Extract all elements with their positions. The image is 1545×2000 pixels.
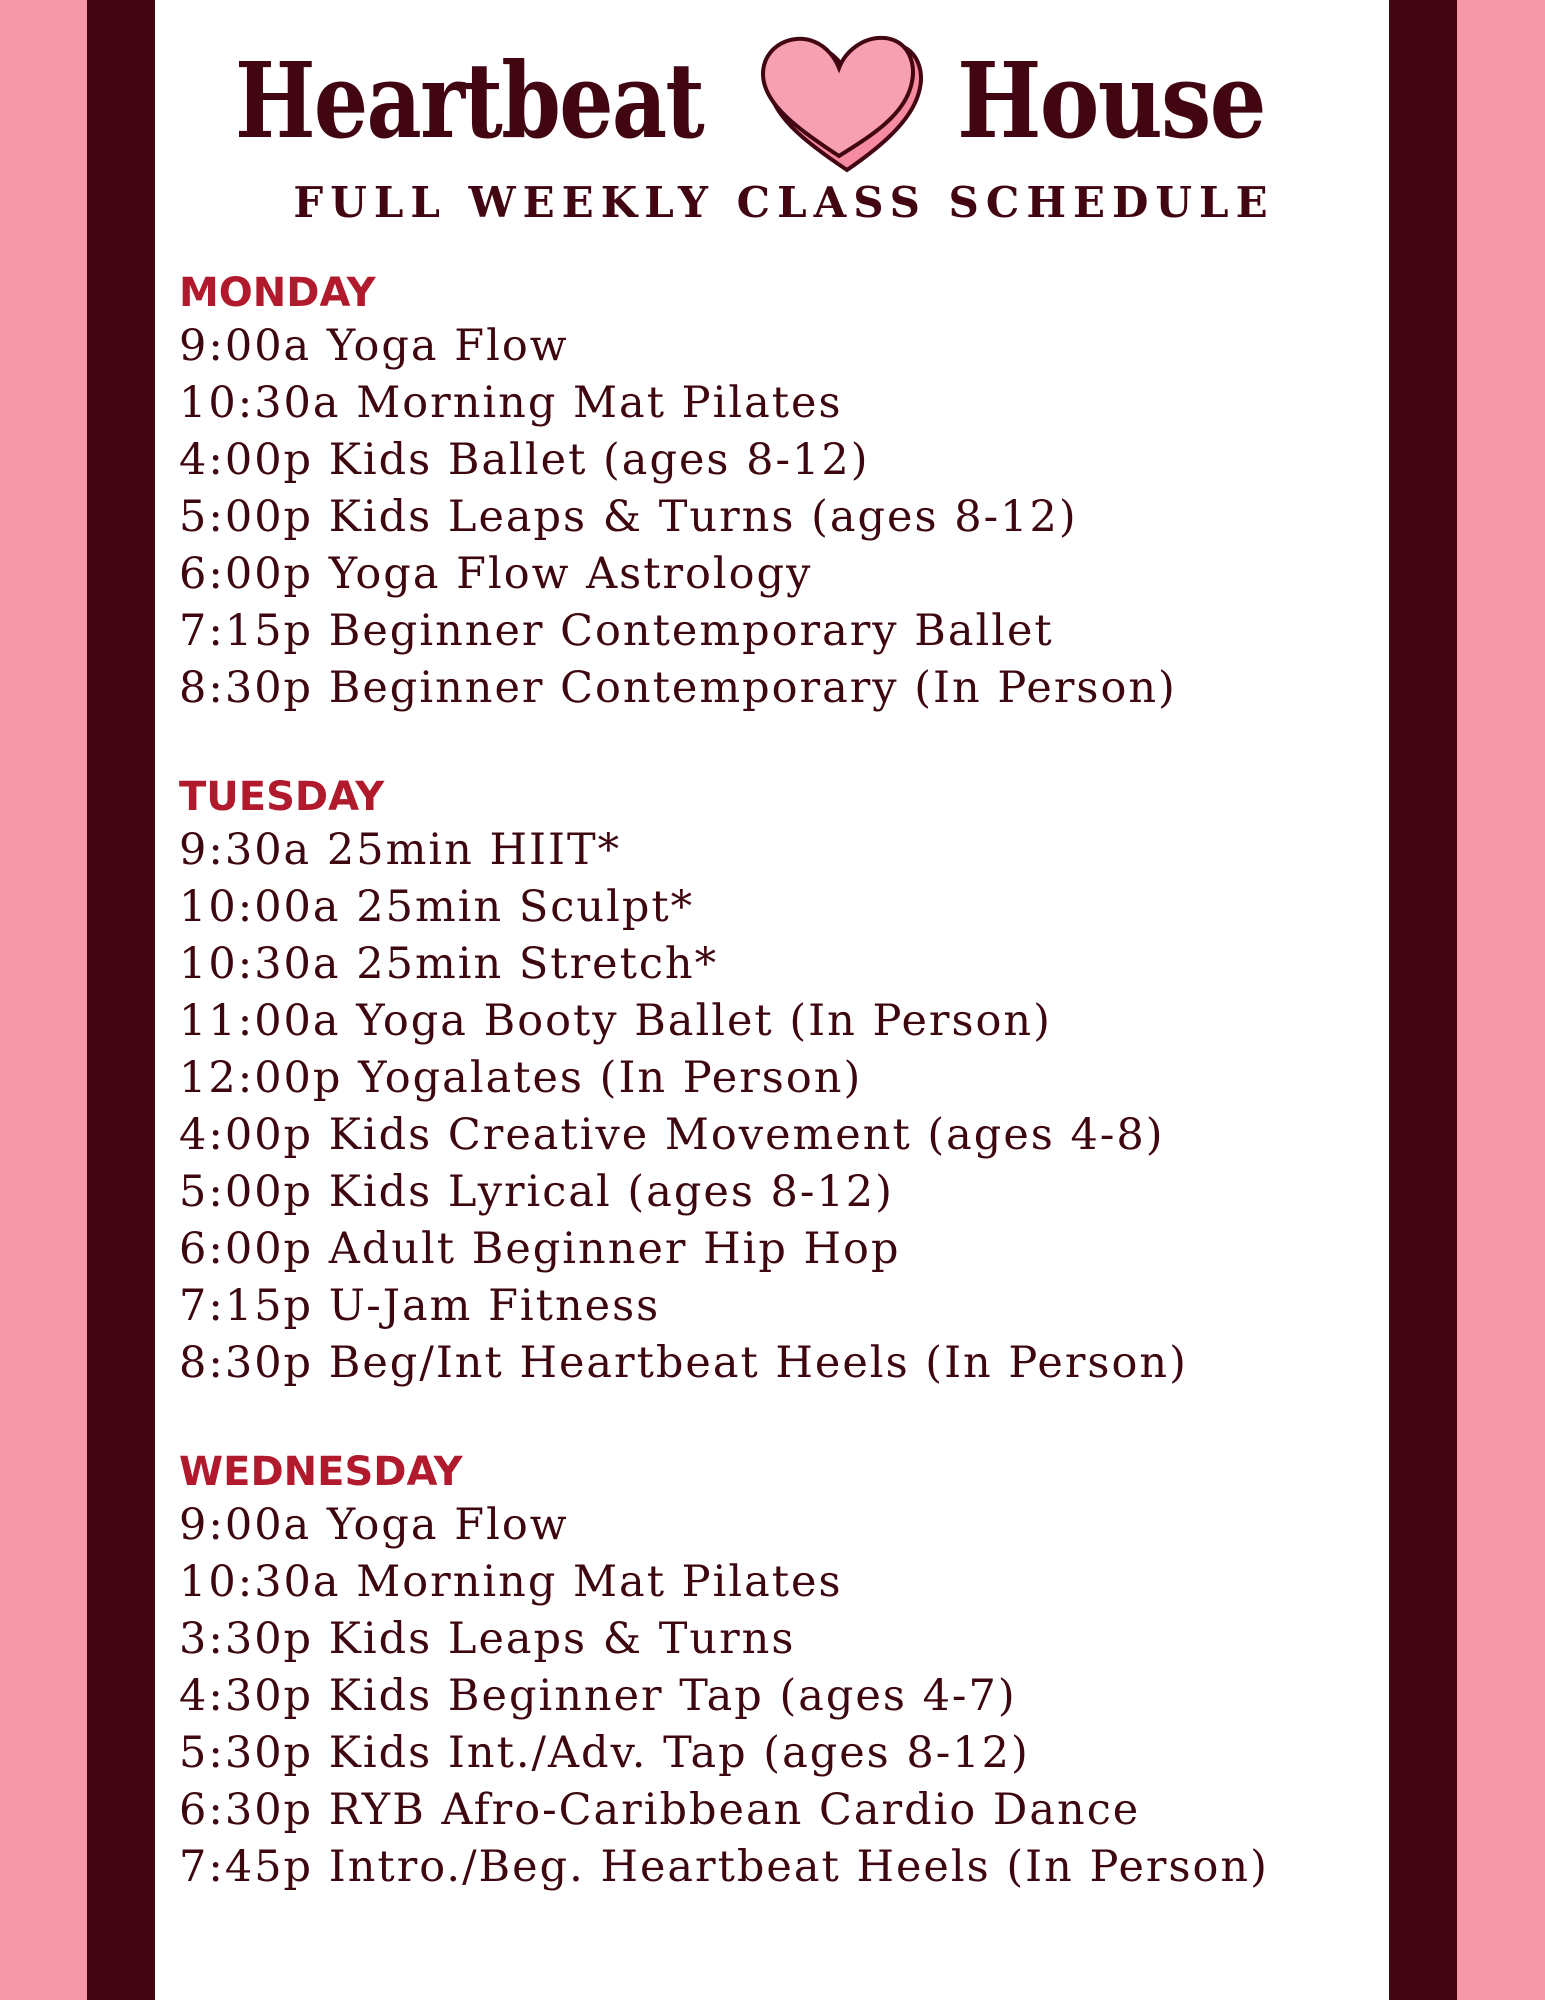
heart-icon [755, 30, 925, 180]
day-heading: WEDNESDAY [179, 1449, 463, 1495]
class-item: 5:00p Kids Leaps & Turns (ages 8-12) [179, 492, 1078, 542]
class-item: 12:00p Yogalates (In Person) [179, 1053, 863, 1103]
class-item: 7:15p Beginner Contemporary Ballet [179, 606, 1054, 656]
class-list [179, 822, 1379, 1392]
logo-word-left: Heartbeat [235, 39, 704, 162]
class-item: 10:30a 25min Stretch* [179, 939, 719, 989]
class-item: 4:00p Kids Ballet (ages 8-12) [179, 435, 870, 485]
day-tuesday [179, 772, 1379, 1392]
class-item: 6:00p Adult Beginner Hip Hop [179, 1224, 901, 1274]
brand-logo [155, 28, 1389, 178]
class-item: 6:30p RYB Afro-Caribbean Cardio Dance [179, 1785, 1141, 1835]
day-wednesday [179, 1447, 1379, 1896]
day-heading: TUESDAY [179, 774, 385, 820]
class-item: 6:00p Yoga Flow Astrology [179, 549, 813, 599]
class-item: 5:00p Kids Lyrical (ages 8-12) [179, 1167, 894, 1217]
schedule-page [155, 0, 1389, 2000]
class-item: 8:30p Beginner Contemporary (In Person) [179, 663, 1177, 713]
class-item: 7:45p Intro./Beg. Heartbeat Heels (In Person) [179, 1842, 1269, 1892]
schedule-list [179, 268, 1379, 1951]
day-monday [179, 268, 1379, 717]
class-item: 4:30p Kids Beginner Tap (ages 4-7) [179, 1671, 1017, 1721]
class-item: 4:00p Kids Creative Movement (ages 4-8) [179, 1110, 1165, 1160]
class-item: 5:30p Kids Int./Adv. Tap (ages 8-12) [179, 1728, 1030, 1778]
class-item: 9:30a 25min HIIT* [179, 825, 622, 875]
class-item: 10:00a 25min Sculpt* [179, 882, 695, 932]
logo-word-right: House [957, 39, 1265, 162]
page-subtitle: FULL WEEKLY CLASS SCHEDULE [293, 178, 1275, 227]
class-item: 11:00a Yoga Booty Ballet (In Person) [179, 996, 1052, 1046]
class-list [179, 1497, 1379, 1896]
class-item: 9:00a Yoga Flow [179, 1500, 569, 1550]
class-item: 10:30a Morning Mat Pilates [179, 378, 843, 428]
class-item: 9:00a Yoga Flow [179, 321, 569, 371]
class-item: 8:30p Beg/Int Heartbeat Heels (In Person) [179, 1338, 1188, 1388]
class-item: 10:30a Morning Mat Pilates [179, 1557, 843, 1607]
class-item: 3:30p Kids Leaps & Turns [179, 1614, 796, 1664]
class-item: 7:15p U-Jam Fitness [179, 1281, 661, 1331]
class-list [179, 318, 1379, 717]
day-heading: MONDAY [179, 270, 376, 316]
